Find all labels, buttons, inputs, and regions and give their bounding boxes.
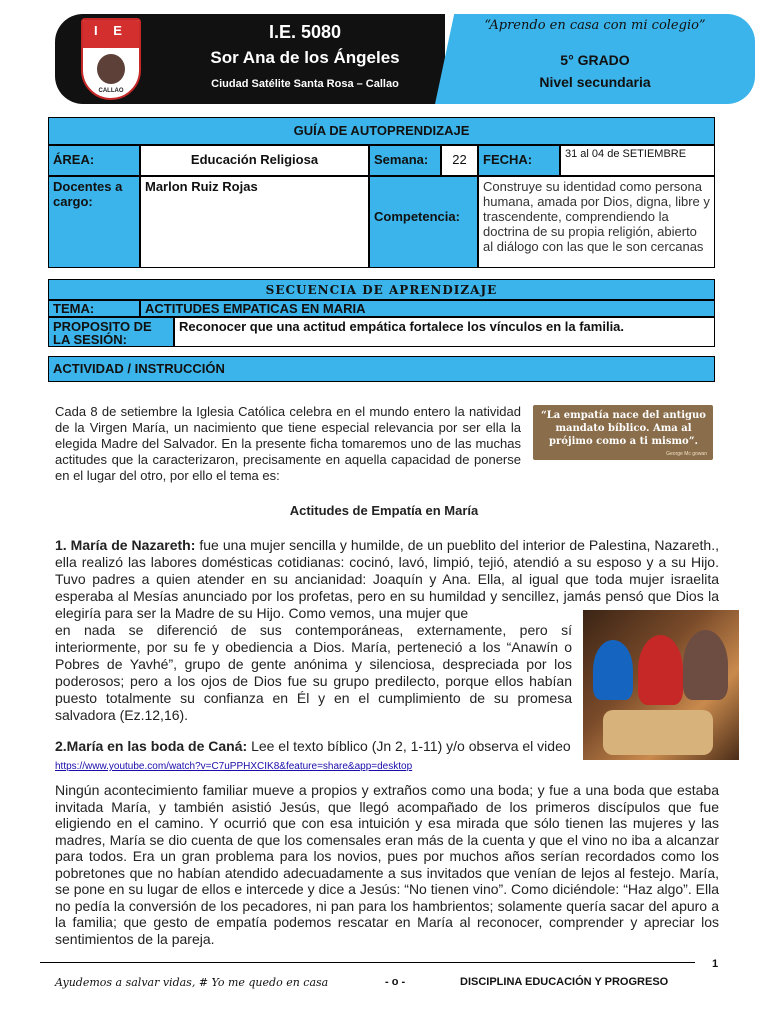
section2-heading: 2.María en las boda de Caná: [55, 738, 248, 754]
section1-heading: 1. María de Nazareth: [55, 537, 196, 553]
teachers-value: Marlon Ruiz Rojas [140, 176, 369, 268]
quote-text: “La empatía nace del antiguo mandato bíblico. Ama al prójimo como a ti mismo”. [541, 410, 706, 447]
level: Nivel secundaria [539, 74, 651, 90]
theme-value: ACTITUDES EMPATICAS EN MARIA [140, 300, 715, 317]
header-banner [55, 14, 755, 104]
section2-body: Ningún acontecimiento familiar mueve a propios y extraños como una boda; y fue a una boda que estaba invitada María, y también asistió Jesús, que llegó acompañado de los primeros discípulos que fue eligiendo en el camino. Y ocurrió que con esa intuición y esa mirada que sólo tienen las mujeres y las madres, María se dio cuenta de que los comensales eran más de la cuenta y que el vino no iba a alcanzar para todos. Era un gran problema para los novios, pues por muchos años serían recordados como los pobretones que no habían atendido adecuadamente a sus invitados que venían de lejos al festejo. María, se pone en su lugar de ellos e intercede y dice a Jesús: “No tienen vino”. Como diciéndole: “Haz algo”. Ella no pedía la conversión de los pecadores, ni pan para los hambrientos; solamente quería sacar del apuro a la familia; que gesto de empatía podemos rescatar en María al reconocer, comprender y apreciar los sentimientos de la pareja. [55, 782, 719, 947]
date-value: 31 al 04 de SETIEMBRE [560, 145, 715, 176]
area-label: ÁREA: [48, 145, 140, 176]
video-link[interactable]: https://www.youtube.com/watch?v=C7uPPHXCIK8&feature=share&app=desktop [55, 761, 413, 772]
intro-paragraph: Cada 8 de setiembre la Iglesia Católica celebra en el mundo entero la natividad de la Virgen María, un nacimiento que tiene especial relevancia por ser ella la elegida Madre del Salvador. En la presente ficha tomaremos uno de las muchas actitudes que la caracterizaron, precisamente en aquella capacidad de ponerse en el lugar del otro, por ello el tema es: [55, 404, 521, 483]
school-code: I.E. 5080 [268, 22, 342, 42]
quote-author: George Mc gowan [666, 451, 707, 457]
section2-paragraph [55, 737, 715, 776]
section1-text-a: fue una mujer sencilla y humilde, de un pueblito del interior de Palestina, Nazareth., ella realizó las labores domésticas cotidianas: cocinó, lavó, limpió, tejió, atendió a su esposo y a su Hijo. Tuvo padres a quien atender en su ancianidad: Joaquín y Ana. Ella, al igual que toda mujer israelita esperaba al Mesías anunciado por los profetas, pero en su humildad y sencillez, jamás pensó que Dios la elegiría para ser la Madre de su Hijo. Como vemos, una mujer que [55, 537, 719, 621]
footer-divider [40, 962, 695, 963]
competence-value: Construye su identidad como persona humana, amada por Dios, digna, libre y trascendente, comprendiendo la doctrina de su propia religión, abierto al diálogo con las que le son cercanas [478, 176, 715, 268]
teachers-label: Docentes a cargo: [48, 176, 140, 268]
section-title: Actitudes de Empatía en María [289, 503, 479, 518]
week-label: Semana: [369, 145, 441, 176]
motto: “Aprendo en casa con mi colegio” [484, 18, 706, 33]
guide-title: GUÍA DE AUTOPRENDIZAJE [48, 117, 715, 145]
grade: 5° GRADO [560, 52, 630, 68]
school-name: Sor Ana de los Ángeles [210, 48, 400, 67]
section2-text: Lee el texto bíblico (Jn 2, 1-11) y/o observa el video [251, 738, 571, 754]
week-value: 22 [441, 145, 478, 176]
competence-label: Competencia: [369, 176, 478, 268]
area-value: Educación Religiosa [140, 145, 369, 176]
sequence-title: SECUENCIA DE APRENDIZAJE [48, 279, 715, 300]
quote-image [533, 405, 713, 460]
footer-separator: - o - [385, 976, 406, 988]
page-number: 1 [712, 958, 719, 970]
school-location: Ciudad Satélite Santa Rosa – Callao [211, 78, 399, 90]
footer-slogan: Ayudemos a salvar vidas, # Yo me quedo en casa [55, 976, 329, 989]
date-label: FECHA: [478, 145, 560, 176]
school-logo-icon: I E CALLAO [81, 18, 141, 100]
purpose-label: PROPOSITO DE LA SESIÓN: [48, 317, 174, 347]
purpose-value: Reconocer que una actitud empática fortalece los vínculos en la familia. [174, 317, 715, 347]
footer-motto: DISCIPLINA EDUCACIÓN Y PROGRESO [460, 976, 669, 988]
activity-title: ACTIVIDAD / INSTRUCCIÓN [48, 356, 715, 382]
theme-label: TEMA: [48, 300, 140, 317]
section1-paragraph-b: en nada se diferenció de sus contemporáneas, externamente, pero sí interiormente, por su fe y obediencia a Dios. María, perteneció a los “Anawín o Pobres de Yavhé”, grupo de gente anónima y silenciosa, despreciada por los poderosos; pero a los ojos de Dios fue su grupo predilecto, porque ellos habían puesto totalmente su confianza en Él y en el cumplimiento de su promesa salvadora (Ez.12,16). [55, 622, 572, 723]
